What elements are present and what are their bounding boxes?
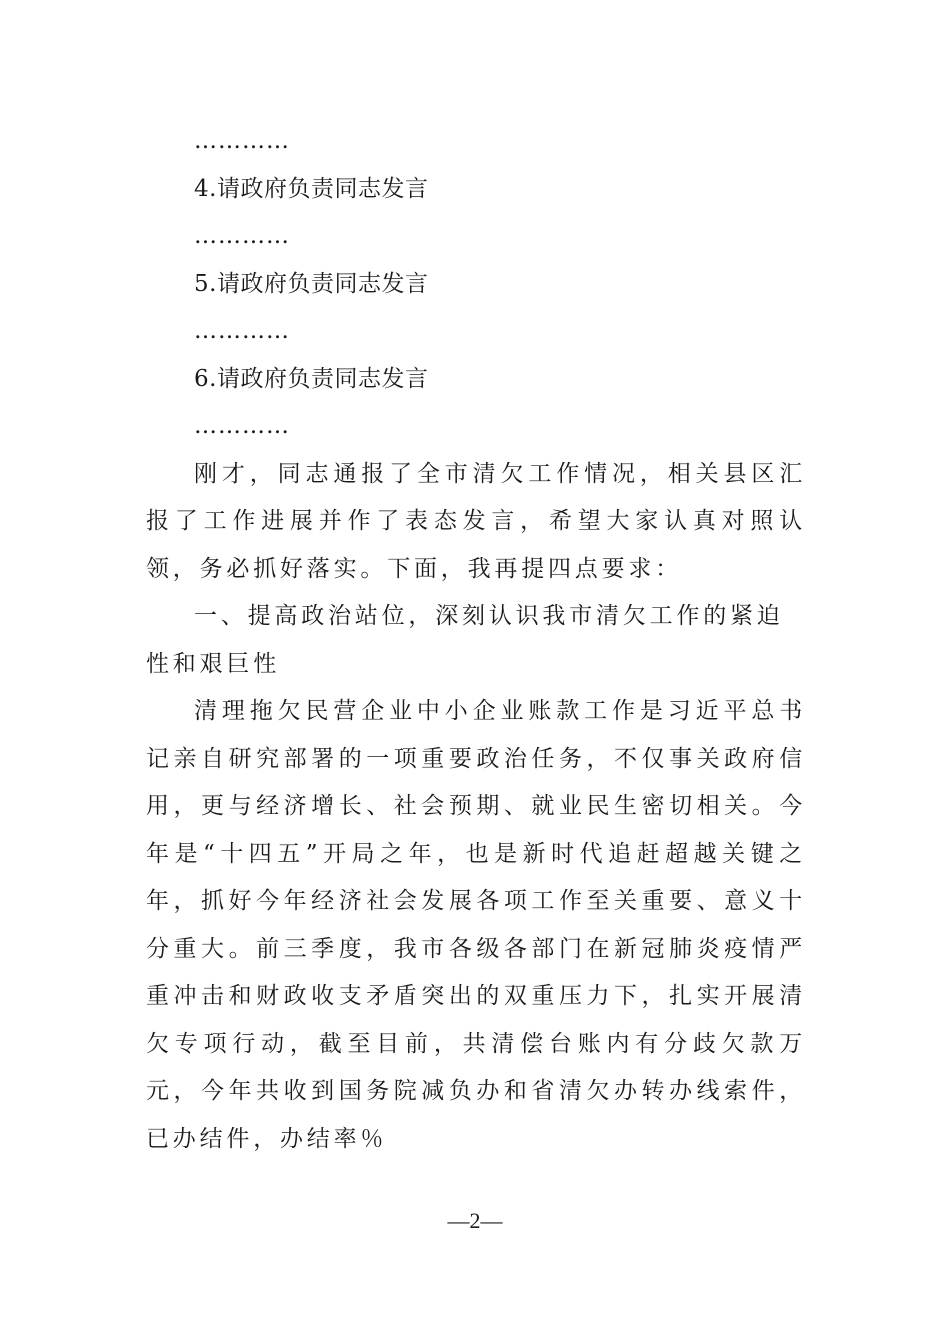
agenda-item-6: 6.请政府负责同志发言 <box>194 365 429 392</box>
page-number: —2— <box>447 1208 503 1233</box>
page-content <box>146 118 806 1163</box>
ellipsis-line: ………… <box>194 223 290 249</box>
ellipsis-line: ………… <box>194 318 290 344</box>
section-heading: 一、提高政治站位，深刻认识我市清欠工作的紧迫性和艰巨性 <box>146 603 784 677</box>
intro-paragraph: 刚才，同志通报了全市清欠工作情况，相关县区汇报了工作进展并作了表态发言，希望大家认真对照认领，务必抓好落实。下面，我再提四点要求： <box>146 460 806 582</box>
body-paragraph: 清理拖欠民营企业中小企业账款工作是习近平总书记亲自研究部署的一项重要政治任务，不仅事关政府信用，更与经济增长、社会预期、就业民生密切相关。今年是“十四五”开局之年，也是新时代追赶超越关键之年，抓好今年经济社会发展各项工作至关重要、意义十分重大。前三季度，我市各级各部门在新冠肺炎疫情严重冲击和财政收支矛盾突出的双重压力下，扎实开展清欠专项行动，截至目前，共清偿台账内有分歧欠款万元，今年共收到国务院减负办和省清欠办转办线索件，已办结件，办结率％ <box>146 698 806 1152</box>
agenda-item-4: 4.请政府负责同志发言 <box>194 175 429 202</box>
ellipsis-line: ………… <box>194 128 290 154</box>
ellipsis-line: ………… <box>194 413 290 439</box>
agenda-item-5: 5.请政府负责同志发言 <box>194 270 429 297</box>
